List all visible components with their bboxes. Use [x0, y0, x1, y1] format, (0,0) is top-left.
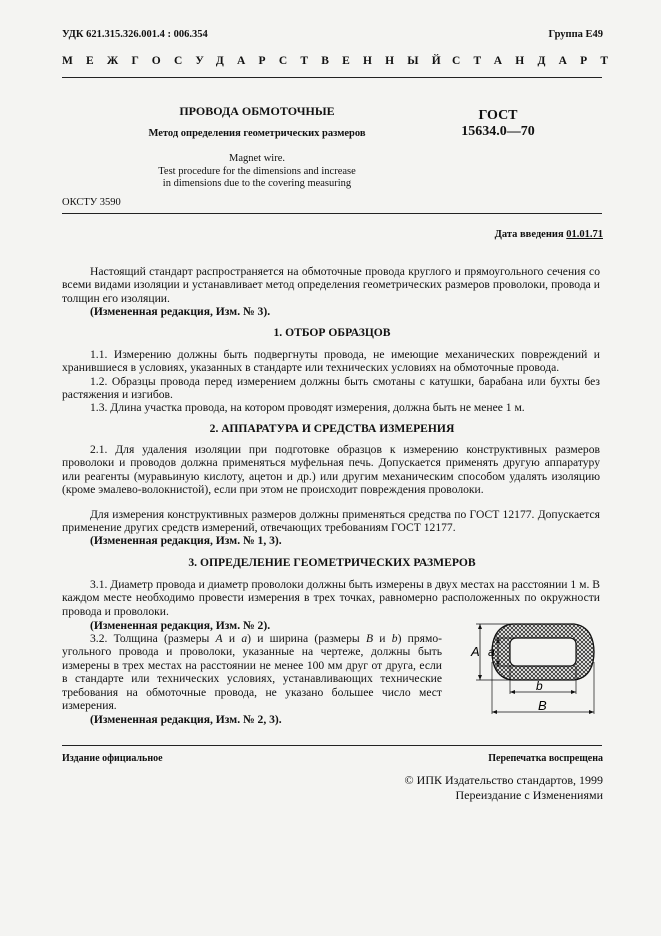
state-word-1: МЕЖГОСУДАРСТВЕННЫЙ: [62, 55, 454, 67]
section-1-paragraph-2: 1.2. Образцы провода перед измерением должны быть смотаны с катушки, барабана или бухты без растяжения и изгибов.: [62, 375, 600, 402]
label-b: b: [536, 679, 543, 693]
section-1-heading: 1. ОТБОР ОБРАЗЦОВ: [273, 326, 391, 339]
header-rule: [62, 77, 602, 78]
symbol-B: B: [365, 632, 374, 645]
text-fragment: и: [379, 632, 386, 645]
symbol-a: a: [241, 632, 248, 645]
official-edition: Издание официальное: [62, 753, 163, 764]
section-1-paragraph-3: 1.3. Длина участка провода, на котором проводят измерения, должна быть не менее 1 м.: [90, 401, 525, 414]
effective-date-label: Дата введения: [494, 229, 564, 240]
english-title-line: Magnet wire.: [229, 153, 285, 164]
symbol-A: A: [215, 632, 223, 645]
reprint-notice: Перепечатка воспрещена: [488, 753, 603, 764]
title-rule: [62, 213, 602, 214]
gost-number: 15634.0—70: [461, 124, 535, 139]
section-3-paragraph-2: [62, 632, 442, 712]
reissue-note: Переиздание с Изменениями: [455, 788, 603, 802]
section-2-paragraph-1: 2.1. Для удаления изоляции при подготовке образцов к измерению конструктивных размеров проволоки и проводов должна применяться муфельная печь. Допускается применять другую аппаратуру или реагенты (муравьиную кислоту, ацетон и др.) или другим механическим способом удалять изоляцию (кроме эмалево-волокнистой), если при этом не происходит повреждения проволоки.: [62, 443, 600, 497]
effective-date-value: 01.01.71: [566, 229, 603, 240]
english-title-line: in dimensions due to the covering measuring: [162, 178, 352, 189]
symbol-b: b: [391, 632, 398, 645]
text-fragment: 3.2. Толщина (размеры: [90, 632, 210, 645]
label-A: A: [471, 644, 480, 659]
group-code: Группа Е49: [548, 29, 603, 40]
text-fragment: ) прямо-: [397, 632, 442, 645]
section-2-edit-note: (Измененная редакция, Изм. № 1, 3).: [90, 534, 282, 547]
effective-date: [495, 229, 603, 240]
conductor-outline: [510, 638, 576, 666]
section-2-paragraph-2: Для измерения конструктивных размеров должны применяться средства по ГОСТ 12177. Допускается применение других средств измерений, отвечающих требованиям ГОСТ 12177.: [62, 508, 600, 535]
text-fragment: и: [228, 632, 236, 645]
intro-edit-note: (Измененная редакция, Изм. № 3).: [90, 305, 271, 318]
udk-code: УДК 621.315.326.001.4 : 006.354: [62, 29, 208, 40]
section-2-heading: 2. АППАРАТУРА И СРЕДСТВА ИЗМЕРЕНИЯ: [209, 422, 455, 435]
copyright: © ИПК Издательство стандартов, 1999: [404, 773, 603, 787]
footer-rule: [62, 745, 602, 746]
gost-label: ГОСТ: [478, 108, 518, 123]
section-1-paragraph-1: 1.1. Измерению должны быть подвергнуты провода, не имеющие механических повреждений и хранившиеся в условиях, указанных в стандарте или технических условиях на обмоточные провода.: [62, 348, 600, 375]
label-a: a: [488, 645, 495, 659]
state-word-2: СТАНДАРТ: [452, 55, 622, 67]
intro-paragraph: Настоящий стандарт распространяется на обмоточные провода круглого и прямоугольного сечения со всеми видами изоляции и устанавливает метод определения геометрических размеров проволоки, провода и толщин его изоляции.: [62, 265, 600, 305]
text-fragment: ) и ширина (размеры: [247, 632, 360, 645]
section-3-paragraph-1: 3.1. Диаметр провода и диаметр проволоки должны быть измерены в двух местах на расстоянии 1 м. В каждом месте необходимо провести измерения в трех точках, равномерно расположенных по окружности провода и проволоки.: [62, 578, 600, 618]
section-3-heading: 3. ОПРЕДЕЛЕНИЕ ГЕОМЕТРИЧЕСКИХ РАЗМЕРОВ: [188, 556, 476, 569]
doc-title: ПРОВОДА ОБМОТОЧНЫЕ: [179, 104, 335, 118]
section-3-edit-note-2: (Измененная редакция, Изм. № 2, 3).: [90, 713, 282, 726]
okstu-code: ОКСТУ 3590: [62, 197, 121, 208]
label-B: B: [538, 698, 547, 713]
wire-cross-section-diagram: [468, 612, 608, 722]
english-title: [62, 153, 452, 191]
section-3-edit-note-1: (Измененная редакция, Изм. № 2).: [90, 619, 271, 632]
doc-subtitle: Метод определения геометрических размеров: [148, 128, 366, 139]
text-fragment: угольного провода и проволоки, указанные на чертеже, должны быть измерены в трех местах на расстоянии не менее 100 мм друг от друга, если в стандарте или технических условиях, устанавливающих технические требования на обмоточные провода, не указано большее число мест измерения.: [62, 645, 442, 713]
english-title-line: Test procedure for the dimensions and increase: [158, 165, 356, 177]
